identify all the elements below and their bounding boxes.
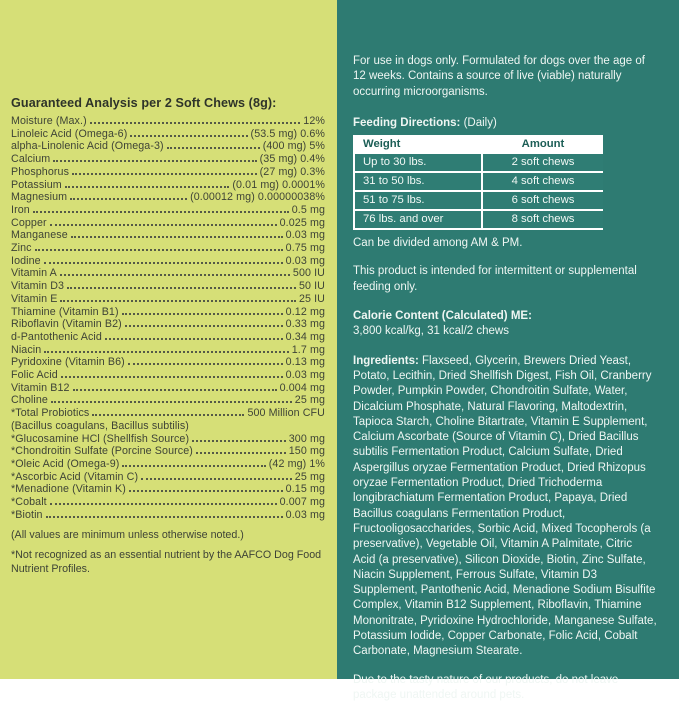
analysis-row-label: Copper: [11, 216, 47, 229]
feeding-directions-title: [353, 116, 657, 131]
intermittent-feeding-note: This product is intended for intermittent or supplemental feeding only.: [353, 265, 637, 293]
analysis-row-value: 0.007 mg: [279, 496, 325, 509]
analysis-row-label: Thiamine (Vitamin B1): [11, 305, 119, 318]
leader-dots: [141, 478, 292, 480]
analysis-row: [11, 140, 325, 153]
analysis-row-value: 150 mg: [288, 445, 325, 458]
leader-dots: [72, 173, 257, 175]
leader-dots: [122, 313, 283, 315]
guaranteed-analysis-list: [11, 115, 325, 522]
feeding-table-amount-cell: 4 soft chews: [483, 173, 603, 190]
feeding-table-weight-cell: 51 to 75 lbs.: [355, 192, 481, 209]
aafco-note: *Not recognized as an essential nutrient by the AAFCO Dog Food Nutrient Profiles.: [11, 549, 322, 575]
analysis-row-value: 0.12 mg: [285, 305, 325, 318]
analysis-row: [11, 433, 325, 446]
analysis-row-value: 500 Million CFU: [247, 407, 325, 420]
analysis-row-value: 0.03 mg: [285, 229, 325, 242]
analysis-row: [11, 471, 325, 484]
analysis-row: [11, 394, 325, 407]
leader-dots: [46, 516, 283, 518]
analysis-row: [11, 356, 325, 369]
leader-dots: [167, 147, 260, 149]
analysis-row-value: 25 mg: [294, 394, 325, 407]
analysis-row-label: Choline: [11, 394, 48, 407]
analysis-row-label: *Oleic Acid (Omega-9): [11, 457, 120, 470]
analysis-row-label: *Chondroitin Sulfate (Porcine Source): [11, 445, 193, 458]
leader-dots: [33, 211, 289, 213]
leader-dots: [35, 249, 283, 251]
minimum-values-note: (All values are minimum unless otherwise noted.): [11, 528, 244, 541]
analysis-row: [11, 509, 325, 522]
analysis-row-label: *Menadione (Vitamin K): [11, 483, 126, 496]
analysis-row-label: Pyridoxine (Vitamin B6): [11, 356, 125, 369]
leader-dots: [60, 300, 296, 302]
analysis-row: [11, 382, 325, 395]
usage-intro: For use in dogs only. Formulated for dogs over the age of 12 weeks. Contains a source of live (viable) naturally occurring microorganisms.: [353, 55, 645, 98]
analysis-row-value: (42 mg) 1%: [268, 457, 325, 470]
feeding-table-amount-cell: 6 soft chews: [483, 192, 603, 209]
analysis-row-label: *Cobalt: [11, 496, 47, 509]
analysis-row-label: Iodine: [11, 254, 41, 267]
analysis-row-value: 0.34 mg: [285, 330, 325, 343]
analysis-row: [11, 179, 325, 192]
analysis-row-label: *Biotin: [11, 508, 43, 521]
analysis-row: [11, 344, 325, 357]
analysis-row-value: 0.5 mg: [291, 203, 325, 216]
analysis-row: [11, 204, 325, 217]
ingredients-label: Ingredients:: [353, 354, 419, 367]
analysis-row-value: 500 IU: [292, 267, 325, 280]
analysis-row-value: 25 IU: [298, 292, 325, 305]
analysis-row-value: (35 mg) 0.4%: [259, 153, 325, 166]
leader-dots: [65, 186, 230, 188]
analysis-row: [11, 280, 325, 293]
analysis-row-value: 50 IU: [298, 280, 325, 293]
analysis-row-value: (53.5 mg) 0.6%: [250, 127, 325, 140]
analysis-row-label: Vitamin D3: [11, 280, 65, 293]
analysis-row-label: Magnesium: [11, 191, 68, 204]
analysis-row: [11, 153, 325, 166]
analysis-row: [11, 420, 325, 433]
calorie-content-value: 3,800 kcal/kg, 31 kcal/2 chews: [353, 325, 509, 338]
feeding-table-header: Weight: [355, 137, 481, 152]
feeding-table-amount-cell: 2 soft chews: [483, 154, 603, 171]
leader-dots: [129, 490, 283, 492]
analysis-row-value: (27 mg) 0.3%: [259, 165, 325, 178]
leader-dots: [44, 351, 288, 353]
analysis-row-value: 0.025 mg: [279, 216, 325, 229]
leader-dots: [60, 274, 290, 276]
leader-dots: [105, 338, 283, 340]
analysis-row-label: Linoleic Acid (Omega-6): [11, 127, 128, 140]
directions-panel: [337, 0, 679, 701]
analysis-row: [11, 166, 325, 179]
feeding-table-weight-cell: Up to 30 lbs.: [355, 154, 481, 171]
analysis-row-value: 0.03 mg: [285, 508, 325, 521]
analysis-row-value: 300 mg: [288, 432, 325, 445]
analysis-row: [11, 115, 325, 128]
analysis-row: [11, 267, 325, 280]
analysis-row-value: 0.33 mg: [285, 318, 325, 331]
analysis-row: [11, 407, 325, 420]
leader-dots: [122, 465, 265, 467]
analysis-row-value: 0.004 mg: [279, 381, 325, 394]
analysis-row-value: 12%: [303, 115, 325, 127]
analysis-row-label: Calcium: [11, 153, 51, 166]
analysis-row-value: 0.03 mg: [285, 369, 325, 382]
analysis-row-label: *Total Probiotics: [11, 407, 90, 420]
divide-note: Can be divided among AM & PM.: [353, 237, 523, 250]
analysis-row: [11, 483, 325, 496]
analysis-row: [11, 191, 325, 204]
leader-dots: [192, 440, 286, 442]
leader-dots: [196, 452, 286, 454]
analysis-row-value: (0.00012 mg) 0.00000038%: [190, 191, 325, 204]
leader-dots: [67, 287, 296, 289]
analysis-row: [11, 293, 325, 306]
calorie-content-title: Calorie Content (Calculated) ME:: [353, 310, 532, 323]
analysis-row-value: 0.75 mg: [285, 242, 325, 255]
analysis-row-label: Manganese: [11, 229, 68, 242]
analysis-row: [11, 229, 325, 242]
analysis-row-value: (400 mg) 5%: [262, 140, 325, 153]
analysis-row-label: Zinc: [11, 242, 32, 255]
analysis-row-label: Vitamin E: [11, 292, 58, 305]
leader-dots: [50, 503, 277, 505]
analysis-row: [11, 496, 325, 509]
feeding-table-header: Amount: [483, 137, 603, 152]
analysis-row-label: Niacin: [11, 343, 42, 356]
pets-warning: Due to the tasty nature of our products, do not leave package unattended around pets.: [353, 673, 619, 701]
analysis-row-label: *Glucosamine HCl (Shellfish Source): [11, 432, 190, 445]
analysis-row-label: Vitamin A: [11, 267, 57, 280]
analysis-row-label: Potassium: [11, 178, 62, 191]
feeding-table-weight-cell: 76 lbs. and over: [355, 211, 481, 228]
ingredients-paragraph: [353, 354, 657, 660]
analysis-row-label: Riboflavin (Vitamin B2): [11, 318, 122, 331]
analysis-row: [11, 217, 325, 230]
analysis-row-label: alpha-Linolenic Acid (Omega-3): [11, 140, 164, 153]
leader-dots: [53, 160, 256, 162]
analysis-row-label: Moisture (Max.): [11, 115, 87, 127]
feeding-table-weight-cell: 31 to 50 lbs.: [355, 173, 481, 190]
feeding-directions-frequency: (Daily): [463, 116, 497, 129]
leader-dots: [44, 262, 283, 264]
analysis-row-value: 0.03 mg: [285, 254, 325, 267]
analysis-row-label: Vitamin B12: [11, 381, 70, 394]
analysis-row-label: d-Pantothenic Acid: [11, 330, 102, 343]
feeding-directions-label: Feeding Directions:: [353, 116, 461, 129]
analysis-row-label: (Bacillus coagulans, Bacillus subtilis): [11, 419, 189, 432]
leader-dots: [71, 236, 283, 238]
analysis-row: [11, 458, 325, 471]
analysis-row: [11, 255, 325, 268]
analysis-row-value: 1.7 mg: [291, 343, 325, 356]
ingredients-text: Flaxseed, Glycerin, Brewers Dried Yeast, Potato, Lecithin, Dried Shellfish Digest, Fish Oil, Cranberry Powder, Pumpkin Powder, Chondroitin Sulfate, Water, Dicalcium Phosphate, Natural Flavoring, Maltodextrin, Tapioca Starch, Choline Bitartrate, Vitamin E Supplement, Calcium Ascorbate (Source of Vitamin C), Dried Bacillus subtilis Fermentation Product, Calcium Sulfate, Dried Aspergillus oryzae Fermentation Product, Dried Rhizopus oryzae Fermentation Product, Dried Trichoderma longibrachiatum Fermentation Product, Papaya, Dried Bacillus coagulans Fermentation Product, Fructooligosaccharides, Sorbic Acid, Mixed Tocopherols (a preservative), Vegetable Oil, Vitamin A Palmitate, Citric Acid (a preservative), Silicon Dioxide, Biotin, Zinc Sulfate, Niacin Supplement, Ferrous Sulfate, Vitamin D3 Supplement, Pantothenic Acid, Menadione Sodium Bisulfite Complex, Vitamin B12 Supplement, Riboflavin, Thiamine Mononitrate, Pyridoxine Hydrochloride, Manganese Sulfate, Potassium Iodide, Copper Carbonate, Folic Acid, Cobalt Carbonate, Magnesium Stearate.: [353, 354, 657, 658]
feeding-table: [353, 135, 603, 230]
analysis-row-label: *Ascorbic Acid (Vitamin C): [11, 470, 139, 483]
leader-dots: [130, 135, 247, 137]
feeding-table-amount-cell: 8 soft chews: [483, 211, 603, 228]
analysis-row: [11, 242, 325, 255]
analysis-row-value: 0.13 mg: [285, 356, 325, 369]
guaranteed-analysis-panel: [0, 0, 337, 679]
analysis-row-value: 0.15 mg: [285, 483, 325, 496]
analysis-row-value: 25 mg: [294, 470, 325, 483]
leader-dots: [128, 363, 283, 365]
analysis-row: [11, 369, 325, 382]
analysis-row: [11, 331, 325, 344]
leader-dots: [50, 224, 277, 226]
analysis-row-label: Folic Acid: [11, 369, 58, 382]
analysis-row: [11, 318, 325, 331]
leader-dots: [61, 376, 283, 378]
analysis-row-label: Iron: [11, 203, 30, 216]
leader-dots: [73, 389, 277, 391]
analysis-row-value: (0.01 mg) 0.0001%: [232, 178, 325, 191]
leader-dots: [51, 401, 292, 403]
analysis-row: [11, 306, 325, 319]
leader-dots: [70, 198, 187, 200]
leader-dots: [125, 325, 283, 327]
guaranteed-analysis-title: Guaranteed Analysis per 2 Soft Chews (8g):: [11, 96, 277, 110]
analysis-row: [11, 128, 325, 141]
analysis-row: [11, 445, 325, 458]
leader-dots: [92, 414, 244, 416]
analysis-row-label: Phosphorus: [11, 165, 70, 178]
leader-dots: [90, 122, 301, 124]
